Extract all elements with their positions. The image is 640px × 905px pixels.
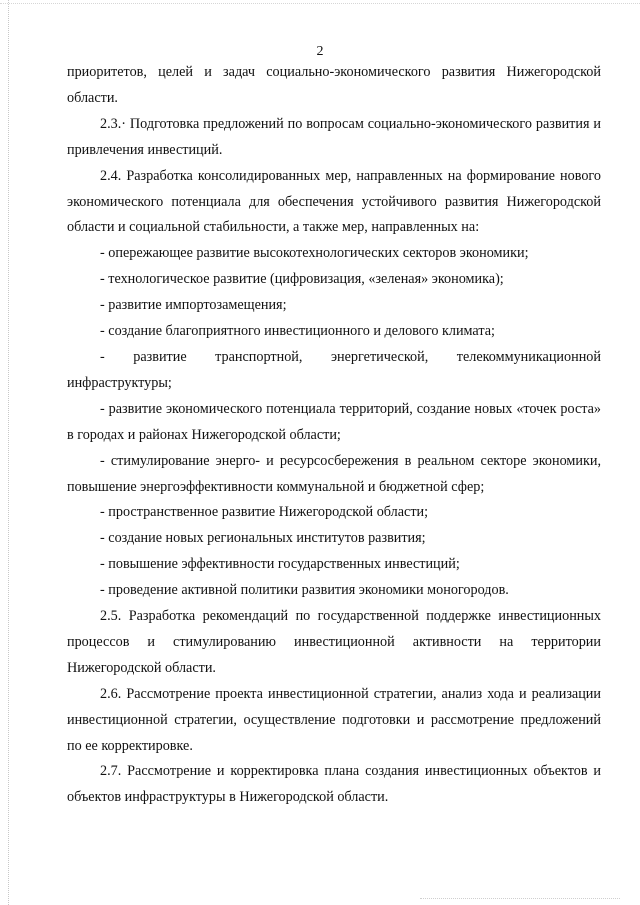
- paragraph-2-5: 2.5. Разработка рекомендаций по государственной поддержке инвестиционных процессов и стимулированию инвестиционной активности на территории Нижегородской области.: [67, 608, 601, 676]
- list-item: - развитие транспортной, энергетической, телекоммуникационной инфраструктуры;: [67, 348, 601, 391]
- list-item: - создание новых региональных институтов развития;: [100, 530, 426, 547]
- paragraph-2-4: 2.4. Разработка консолидированных мер, направленных на формирование нового экономического потенциала для обеспечения устойчивого развития Нижегородской области и социальной стабильности, а также мер, направленных на:: [67, 167, 601, 236]
- paragraph-continuation: приоритетов, целей и задач социально-экономического развития Нижегородской области.: [67, 64, 601, 106]
- list-item: - технологическое развитие (цифровизация, «зеленая» экономика);: [100, 271, 504, 288]
- scan-edge-top: [0, 3, 640, 4]
- list-item: - развитие импортозамещения;: [100, 297, 287, 314]
- paragraph-2-7: 2.7. Рассмотрение и корректировка плана создания инвестиционных объектов и объектов инфраструктуры в Нижегородской области.: [67, 763, 601, 806]
- list-item: - развитие экономического потенциала территорий, создание новых «точек роста» в городах и районах Нижегородской области;: [67, 400, 601, 443]
- list-item: - повышение эффективности государственных инвестиций;: [100, 556, 460, 573]
- document-body: [67, 60, 601, 811]
- scan-edge-left: [8, 0, 9, 905]
- scan-edge-bottom: [420, 898, 620, 899]
- page-number: 2: [316, 44, 324, 59]
- list-item: - опережающее развитие высокотехнологических секторов экономики;: [100, 245, 529, 262]
- list-item: - создание благоприятного инвестиционного и делового климата;: [100, 323, 495, 340]
- paragraph-2-6: 2.6. Рассмотрение проекта инвестиционной стратегии, анализ хода и реализации инвестиционной стратегии, осуществление подготовки и рассмотрение предложений по ее корректировке.: [67, 685, 601, 754]
- list-item: - стимулирование энерго- и ресурсосбережения в реальном секторе экономики, повышение энергоэффективности коммунальной и бюджетной сфер;: [67, 452, 601, 495]
- list-item: - проведение активной политики развития экономики моногородов.: [100, 582, 509, 599]
- list-item: - пространственное развитие Нижегородской области;: [100, 504, 429, 521]
- paragraph-2-3: 2.3.· Подготовка предложений по вопросам социально-экономического развития и привлечения инвестиций.: [67, 115, 601, 158]
